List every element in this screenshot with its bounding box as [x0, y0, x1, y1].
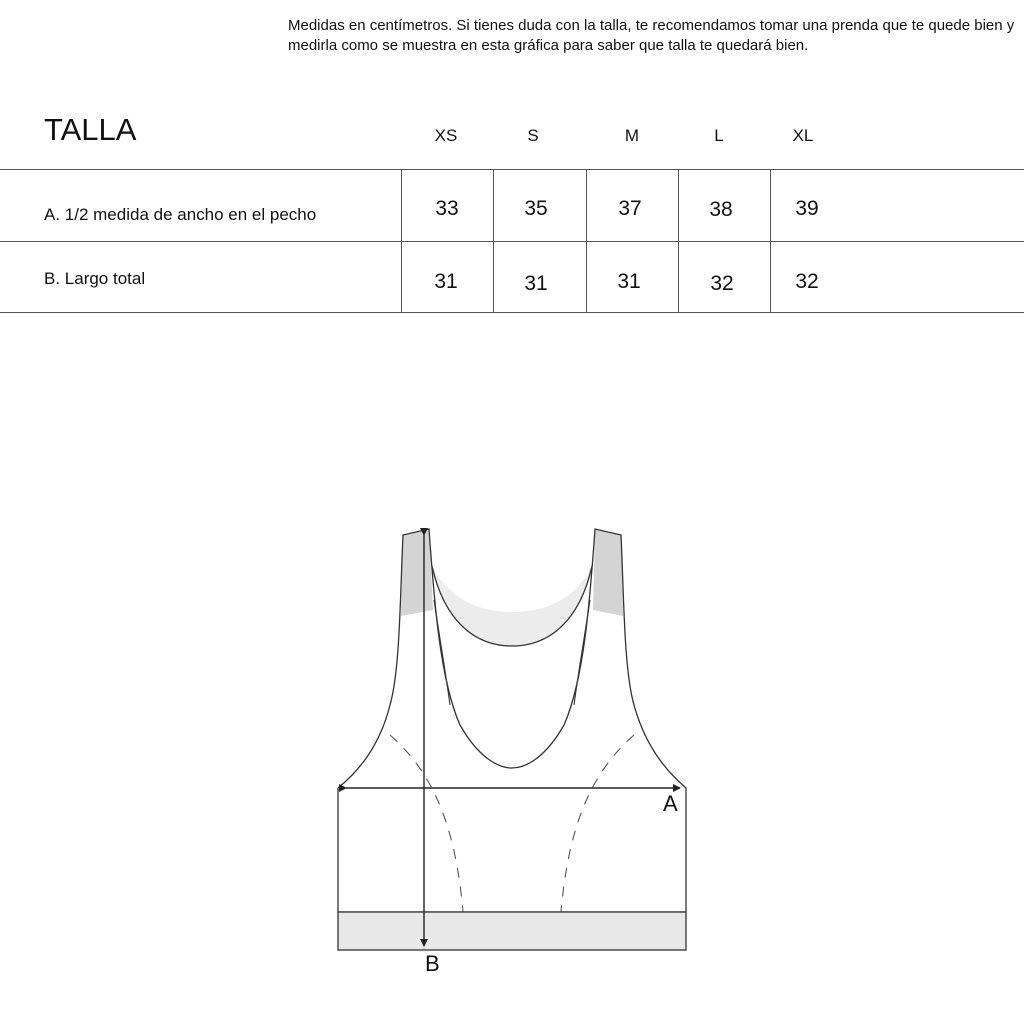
left-dashed-seam	[390, 735, 463, 912]
table-cell: 31	[434, 270, 458, 293]
table-cell: 32	[795, 270, 819, 293]
label-b: B	[425, 951, 440, 976]
size-header-s: S	[527, 126, 539, 145]
row-label-length: B. Largo total	[44, 269, 146, 288]
back-neck-shade	[432, 566, 592, 646]
inner-armhole-right	[574, 600, 590, 705]
size-table-title: TALLA	[44, 112, 137, 147]
table-cell: 39	[795, 197, 819, 220]
label-a: A	[663, 791, 678, 816]
table-cell: 37	[618, 197, 642, 220]
table-cell: 38	[709, 198, 733, 221]
table-cell: 33	[435, 197, 459, 220]
right-strap-shade	[593, 529, 623, 616]
underband	[338, 912, 686, 950]
garment-outline	[338, 529, 686, 912]
inner-armhole-left	[434, 600, 450, 705]
size-header-m: M	[624, 126, 640, 145]
size-header-xs: XS	[434, 126, 458, 145]
size-header-l: L	[714, 126, 724, 145]
left-strap-shade	[401, 529, 433, 616]
table-cell: 31	[524, 272, 548, 295]
intro-text: Medidas en centímetros. Si tienes duda con la talla, te recomendamos tomar una prenda que te quede bien y medirla como se muestra en esta gráfica para saber que talla te quedará bien.	[288, 17, 1015, 54]
right-dashed-seam	[561, 735, 634, 912]
row-label-chest: A. 1/2 medida de ancho en el pecho	[44, 205, 317, 224]
table-cell: 35	[524, 197, 548, 220]
table-cell: 31	[617, 270, 641, 293]
size-header-xl: XL	[792, 126, 814, 145]
table-cell: 32	[710, 272, 734, 295]
